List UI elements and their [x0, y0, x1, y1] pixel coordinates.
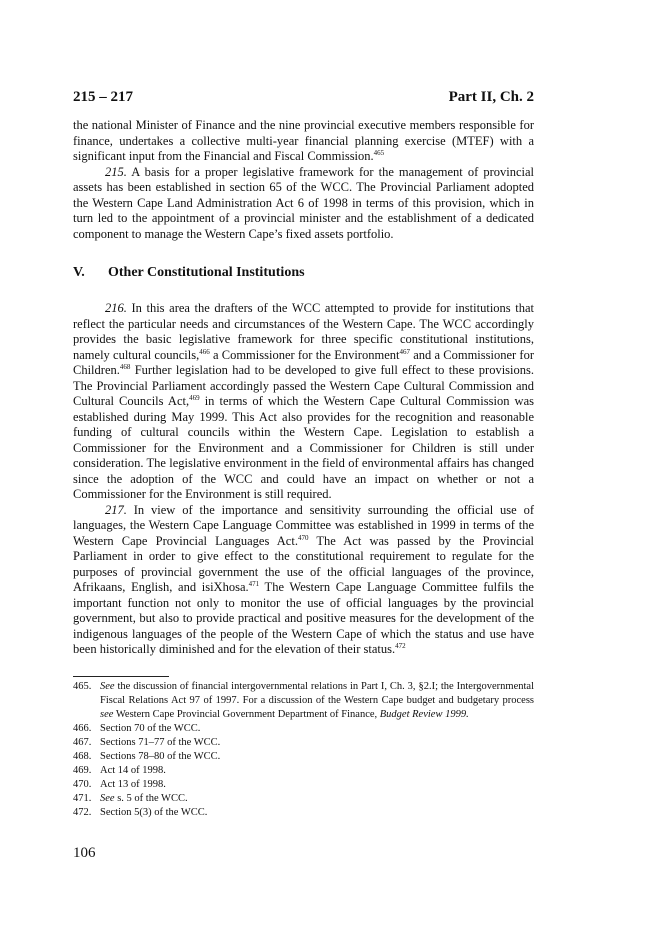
footnote-divider	[73, 676, 169, 677]
footnote-ref[interactable]: 469	[189, 393, 200, 402]
see-signal: see	[100, 708, 114, 720]
footnote-number: 468.	[73, 750, 92, 762]
see-signal: See	[100, 792, 115, 804]
footnote-text: Act 13 of 1998.	[100, 778, 166, 790]
cited-title: Budget Review 1999.	[379, 708, 469, 720]
footnote-number: 465.	[73, 680, 92, 692]
paragraph-text: The Western Cape Language Committee fulfils the important function not only to monitor the use of official languages by the provincial government, but also to provide practical and positive measures for the development of the indigenous languages of the people of the Western Cape of which the status and use have been historically diminished and for the elevation of their status.	[73, 580, 534, 656]
paragraph-text: in terms of which the Western Cape Cultural Commission was established during May 1999. This Act also provides for the recognition and reasonable funding of cultural councils within the Western Cape. Legislation to establish a Commissioner for the Environment and a Commissioner for Children is still under consideration. The legislative environment in the field of environmental affairs has changed since the adoption of the WCC and could have an impact on whether or not a Commissioner for the Environment is still required.	[73, 394, 534, 501]
footnote-ref[interactable]: 466	[199, 347, 210, 356]
footnote-number: 469.	[73, 764, 92, 776]
section-number: V.	[73, 265, 85, 280]
footnote-text-part: s. 5 of the WCC.	[114, 792, 188, 804]
footnote-text: Section 5(3) of the WCC.	[100, 806, 208, 818]
footnotes	[73, 680, 534, 820]
footnote-471	[73, 792, 534, 806]
footnote-text-part: the discussion of financial intergovernmental relations in Part I, Ch. 3, §2.I; the Intergovernmental Fiscal Relations Act 97 of 1997. For a discussion of the Western Cape budget and budgetary process	[100, 680, 534, 706]
paragraph-text: and a Commissioner for Children.	[73, 347, 534, 377]
footnote-466	[73, 722, 534, 736]
paragraph-text: the national Minister of Finance and the nine provincial executive members responsible for finance, undertakes a collective multi-year financial planning exercise (MTEF) with a significant input from the Financial and Fiscal Commission.	[73, 118, 534, 163]
paragraph-number: 215.	[105, 164, 127, 179]
footnote-465	[73, 680, 534, 722]
paragraph-text: In this area the drafters of the WCC attempted to provide for institutions that reflect the particular needs and circumstances of the Western Cape. The WCC accordingly provides the basic legislative framework for three specific constitutional institutions, namely cultural councils,	[73, 301, 534, 362]
footnote-number: 467.	[73, 736, 92, 748]
see-signal: See	[100, 680, 115, 692]
paragraph-number: 217.	[105, 502, 127, 517]
header-paragraph-range: 215 – 217	[73, 89, 133, 105]
footnote-ref[interactable]: 470	[297, 533, 309, 542]
paragraph-217	[73, 503, 534, 658]
footnote-469	[73, 764, 534, 778]
page-number: 106	[73, 845, 96, 861]
paragraph-text: a Commissioner for the Environment	[209, 347, 400, 362]
footnote-ref[interactable]: 468	[119, 362, 131, 371]
footnote-text	[100, 792, 534, 806]
footnote-text: Sections 71–77 of the WCC.	[100, 736, 221, 748]
footnote-467	[73, 736, 534, 750]
footnote-number: 471.	[73, 792, 92, 804]
footnote-text-part: Western Cape Provincial Government Department of Finance,	[113, 708, 380, 720]
paragraph-text: Further legislation had to be developed to give full effect to these provisions. The Provincial Parliament accordingly passed the Western Cape Cultural Commission and Cultural Councils Act,	[73, 363, 534, 408]
footnote-text	[100, 680, 534, 722]
footnote-ref[interactable]: 467	[399, 347, 410, 356]
footnote-text: Section 70 of the WCC.	[100, 722, 201, 734]
footnote-text: Act 14 of 1998.	[100, 764, 166, 776]
paragraph-text: In view of the importance and sensitivity surrounding the official use of languages, the Western Cape Language Committee was established in 1999 in terms of the Western Cape Provincial Languages Act.	[73, 502, 534, 548]
footnote-ref[interactable]: 471	[248, 579, 260, 588]
running-header	[73, 88, 534, 106]
body-text	[73, 118, 534, 658]
header-part-chapter: Part II, Ch. 2	[448, 89, 534, 105]
paragraph-number: 216.	[105, 301, 127, 315]
footnote-number: 472.	[73, 806, 92, 818]
footnote-ref[interactable]: 465	[373, 148, 385, 157]
section-title: Other Constitutional Institutions	[108, 265, 305, 280]
footnote-ref[interactable]: 472	[395, 641, 406, 650]
page-content	[73, 88, 534, 820]
footnote-text: Sections 78–80 of the WCC.	[100, 750, 221, 762]
paragraph-text: The Act was passed by the Provincial Parliament in order to give effect to the constitutional requirement to regulate for the purposes of provincial government the use of the official languages of the province, Afrikaans, English, and isiXhosa.	[73, 533, 534, 594]
paragraph-216	[73, 301, 534, 503]
paragraph-continuation	[73, 118, 534, 165]
paragraph-215	[73, 165, 534, 243]
footnote-number: 466.	[73, 722, 92, 734]
footnote-472	[73, 806, 534, 820]
section-heading	[73, 264, 534, 281]
footnote-470	[73, 778, 534, 792]
paragraph-text: A basis for a proper legislative framework for the management of provincial assets has been established in section 65 of the WCC. The Provincial Parliament adopted the Western Cape Land Administration Act 6 of 1998 in terms of this provision, which in turn led to the appointment of a provincial minister and the establishment of a dedicated component to manage the Western Cape’s fixed assets portfolio.	[73, 164, 534, 241]
footnote-number: 470.	[73, 778, 92, 790]
footnote-468	[73, 750, 534, 764]
